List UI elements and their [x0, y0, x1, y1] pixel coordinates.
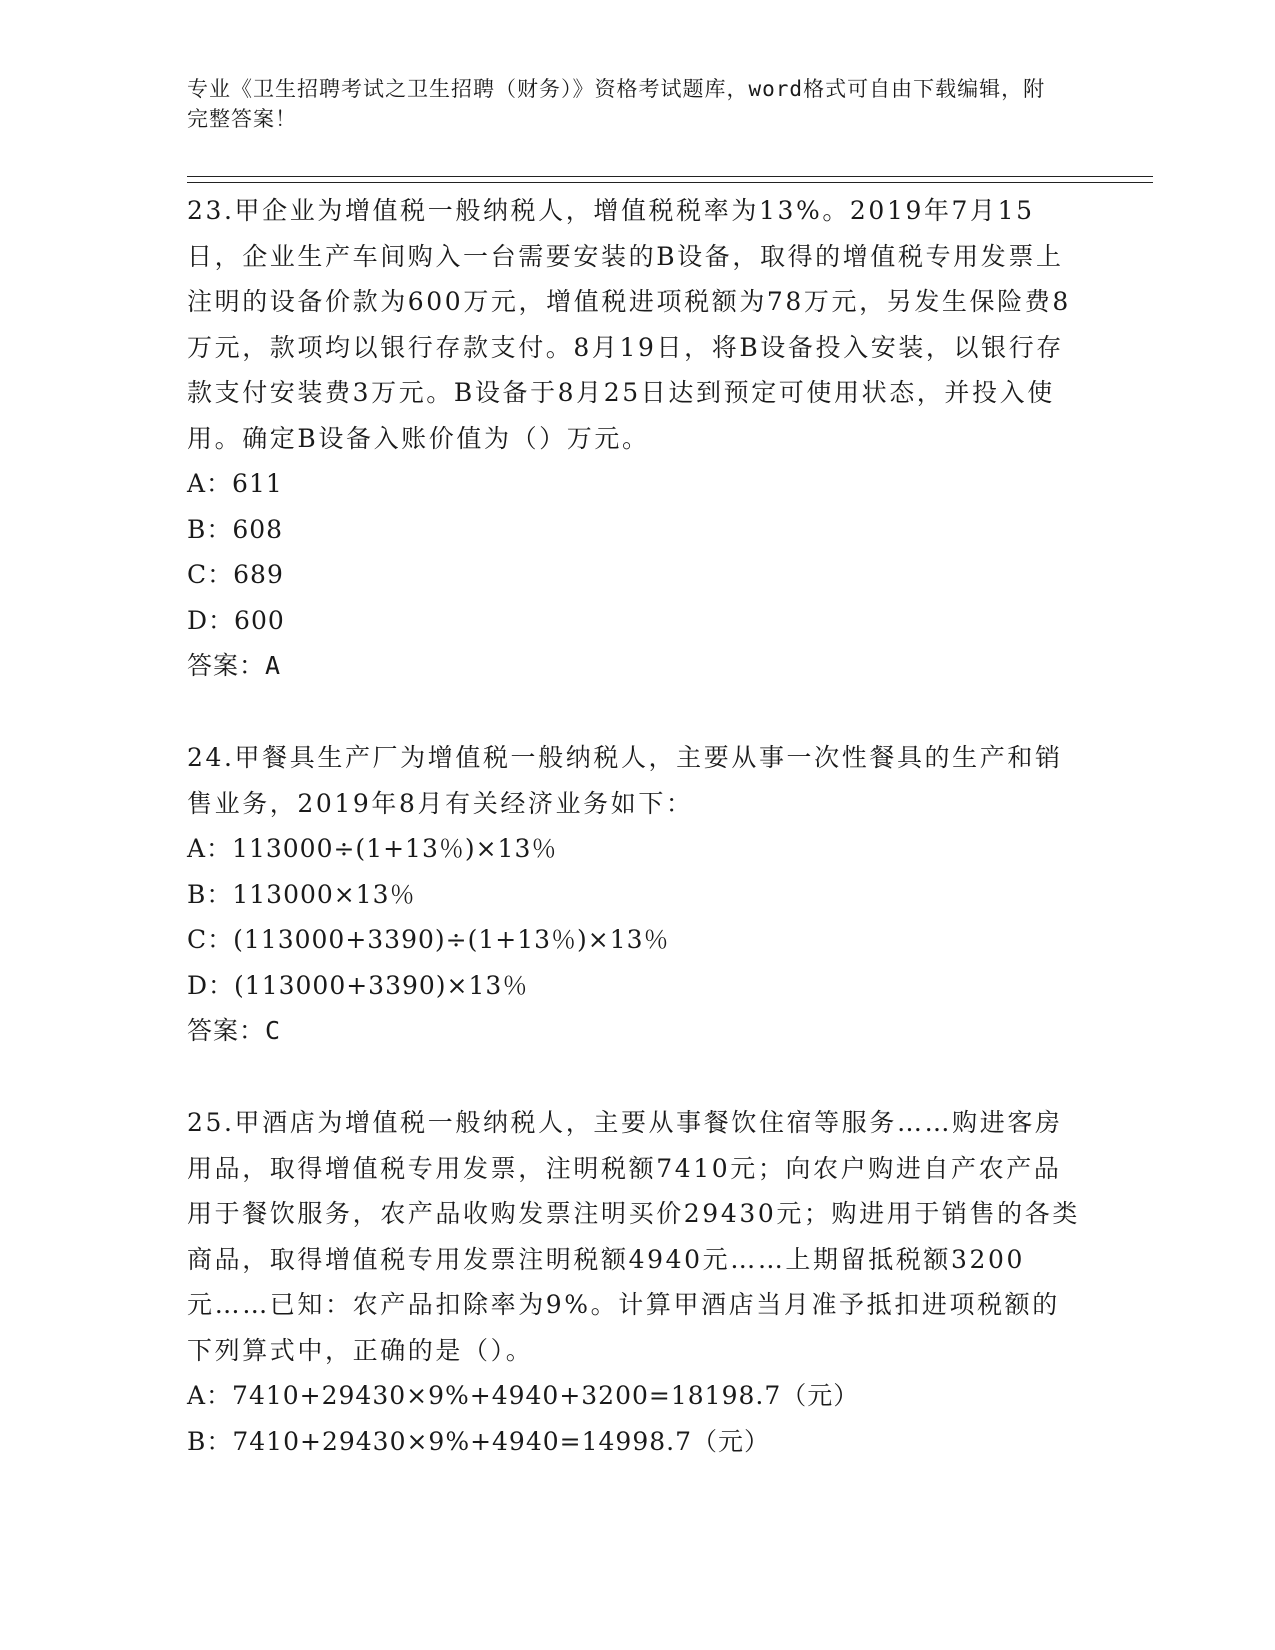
option-a: A：7410+29430×9%+4940+3200=18198.7（元） — [187, 1381, 860, 1410]
option-a: A：113000÷(1+13％)×13％ — [187, 834, 558, 863]
option-a: A：611 — [187, 469, 283, 498]
answer-line: 答案：C — [187, 1016, 282, 1045]
header-divider-bottom — [187, 182, 1153, 183]
document-header: 专业《卫生招聘考试之卫生招聘（财务）》资格考试题库，word格式可自由下载编辑，附完整答案！ — [187, 77, 1046, 131]
question-stem: 23.甲企业为增值税一般纳税人，增值税税率为13%。2019年7月15日，企业生产车间购入一台需要安装的B设备，取得的增值税专用发票上注明的设备价款为600万元，增值税进项税额为78万元，另发生保险费8万元，款项均以银行存款支付。8月19日，将B设备投入安装，以银行存款支付安装费3万元。B设备于8月25日达到预定可使用状态，并投入使用。确定B设备入账价值为（）万元。 — [187, 196, 1071, 453]
option-b: B：608 — [187, 514, 284, 544]
question-23 — [187, 188, 1087, 689]
question-stem: 24.甲餐具生产厂为增值税一般纳税人，主要从事一次性餐具的生产和销售业务，2019年8月有关经济业务如下： — [187, 743, 1063, 818]
option-d: D：(113000+3390)×13％ — [187, 970, 529, 1000]
question-25 — [187, 1100, 1087, 1464]
question-stem: 25.甲酒店为增值税一般纳税人，主要从事餐饮住宿等服务……购进客房用品，取得增值税专用发票，注明税额7410元；向农户购进自产农产品用于餐饮服务，农产品收购发票注明买价29430元；购进用于销售的各类商品，取得增值税专用发票注明税额4940元……上期留抵税额3200元……已知：农产品扣除率为9%。计算甲酒店当月准予抵扣进项税额的下列算式中，正确的是（）。 — [187, 1108, 1080, 1365]
option-c: C：(113000+3390)÷(1+13％)×13％ — [187, 925, 670, 954]
option-c: C：689 — [187, 560, 284, 589]
option-b: B：113000×13％ — [187, 879, 416, 909]
question-24 — [187, 735, 1087, 1054]
option-b: B：7410+29430×9%+4940=14998.7（元） — [187, 1426, 770, 1456]
header-divider-top — [187, 176, 1153, 177]
option-d: D：600 — [187, 605, 285, 635]
answer-line: 答案：A — [187, 651, 282, 680]
